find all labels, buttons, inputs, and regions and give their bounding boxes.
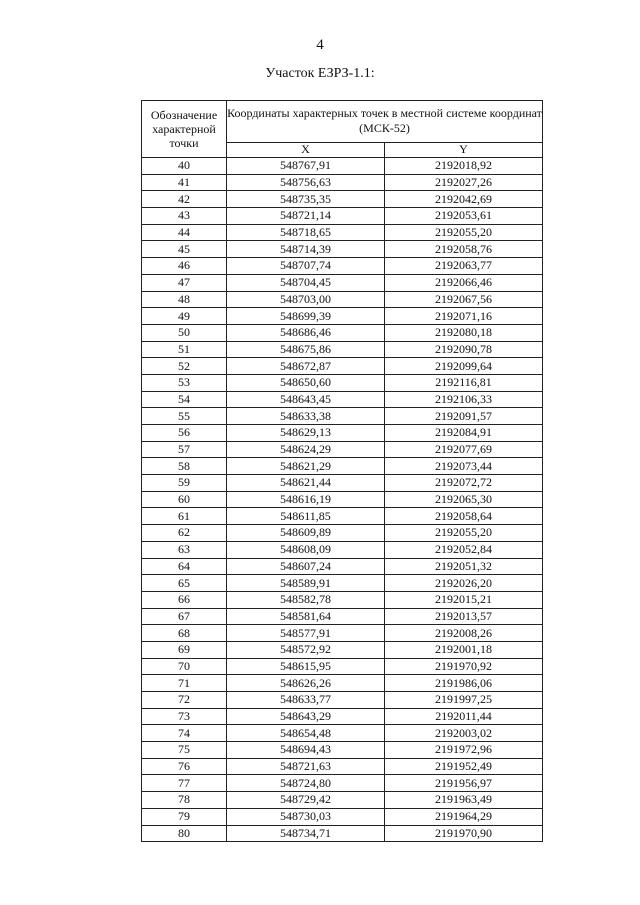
y-cell: 2192099,64	[385, 358, 543, 375]
x-cell: 548607,24	[227, 558, 385, 575]
table-row	[142, 224, 543, 241]
x-cell: 548734,71	[227, 825, 385, 842]
y-cell: 2192042,69	[385, 191, 543, 208]
point-cell: 51	[142, 341, 227, 358]
x-cell: 548721,63	[227, 758, 385, 775]
y-cell: 2192008,26	[385, 625, 543, 642]
table-row	[142, 708, 543, 725]
point-cell: 48	[142, 291, 227, 308]
header-point-designation: Обозначение характерной точки	[142, 101, 227, 158]
y-cell: 2192027,26	[385, 174, 543, 191]
y-cell: 2191952,49	[385, 758, 543, 775]
table-body	[142, 158, 543, 842]
point-cell: 54	[142, 391, 227, 408]
y-cell: 2191956,97	[385, 775, 543, 792]
y-cell: 2192091,57	[385, 408, 543, 425]
point-cell: 49	[142, 308, 227, 325]
table-row	[142, 508, 543, 525]
x-cell: 548577,91	[227, 625, 385, 642]
x-cell: 548633,38	[227, 408, 385, 425]
x-cell: 548703,00	[227, 291, 385, 308]
point-cell: 42	[142, 191, 227, 208]
page-number: 4	[316, 37, 324, 53]
point-cell: 62	[142, 525, 227, 542]
table-row	[142, 274, 543, 291]
y-cell: 2192116,81	[385, 374, 543, 391]
header-x: X	[227, 142, 385, 157]
table-row	[142, 608, 543, 625]
table-row	[142, 758, 543, 775]
table-row	[142, 391, 543, 408]
table-row	[142, 324, 543, 341]
point-cell: 43	[142, 208, 227, 225]
y-cell: 2192080,18	[385, 324, 543, 341]
x-cell: 548615,95	[227, 658, 385, 675]
y-cell: 2192013,57	[385, 608, 543, 625]
table-row	[142, 558, 543, 575]
point-cell: 46	[142, 258, 227, 275]
x-cell: 548707,74	[227, 258, 385, 275]
y-cell: 2192072,72	[385, 475, 543, 492]
x-cell: 548629,13	[227, 425, 385, 442]
y-cell: 2192058,64	[385, 508, 543, 525]
point-cell: 45	[142, 241, 227, 258]
point-cell: 57	[142, 441, 227, 458]
table-row	[142, 742, 543, 759]
x-cell: 548675,86	[227, 341, 385, 358]
point-cell: 79	[142, 808, 227, 825]
x-cell: 548582,78	[227, 591, 385, 608]
table-row	[142, 692, 543, 709]
point-cell: 50	[142, 324, 227, 341]
point-cell: 59	[142, 475, 227, 492]
point-cell: 56	[142, 425, 227, 442]
x-cell: 548621,44	[227, 475, 385, 492]
point-cell: 41	[142, 174, 227, 191]
table-row	[142, 658, 543, 675]
x-cell: 548581,64	[227, 608, 385, 625]
y-cell: 2191970,90	[385, 825, 543, 842]
y-cell: 2192066,46	[385, 274, 543, 291]
y-cell: 2192001,18	[385, 641, 543, 658]
table-row	[142, 341, 543, 358]
point-cell: 76	[142, 758, 227, 775]
table-row	[142, 241, 543, 258]
y-cell: 2192067,56	[385, 291, 543, 308]
y-cell: 2191997,25	[385, 692, 543, 709]
y-cell: 2192090,78	[385, 341, 543, 358]
y-cell: 2192077,69	[385, 441, 543, 458]
x-cell: 548714,39	[227, 241, 385, 258]
x-cell: 548621,29	[227, 458, 385, 475]
point-cell: 61	[142, 508, 227, 525]
x-cell: 548626,26	[227, 675, 385, 692]
table-row	[142, 358, 543, 375]
table-row	[142, 425, 543, 442]
table-row	[142, 591, 543, 608]
table-row	[142, 258, 543, 275]
x-cell: 548611,85	[227, 508, 385, 525]
x-cell: 548643,29	[227, 708, 385, 725]
point-cell: 77	[142, 775, 227, 792]
x-cell: 548721,14	[227, 208, 385, 225]
x-cell: 548624,29	[227, 441, 385, 458]
x-cell: 548654,48	[227, 725, 385, 742]
table-row	[142, 441, 543, 458]
table-row	[142, 808, 543, 825]
table-row	[142, 374, 543, 391]
point-cell: 80	[142, 825, 227, 842]
point-cell: 64	[142, 558, 227, 575]
table-row	[142, 458, 543, 475]
table-row	[142, 158, 543, 175]
point-cell: 69	[142, 641, 227, 658]
x-cell: 548694,43	[227, 742, 385, 759]
point-cell: 68	[142, 625, 227, 642]
x-cell: 548589,91	[227, 575, 385, 592]
x-cell: 548729,42	[227, 792, 385, 809]
y-cell: 2192106,33	[385, 391, 543, 408]
x-cell: 548572,92	[227, 641, 385, 658]
table-row	[142, 491, 543, 508]
x-cell: 548608,09	[227, 541, 385, 558]
x-cell: 548643,45	[227, 391, 385, 408]
point-cell: 71	[142, 675, 227, 692]
x-cell: 548730,03	[227, 808, 385, 825]
x-cell: 548686,46	[227, 324, 385, 341]
y-cell: 2191970,92	[385, 658, 543, 675]
x-cell: 548767,91	[227, 158, 385, 175]
table-row	[142, 625, 543, 642]
y-cell: 2192058,76	[385, 241, 543, 258]
point-cell: 67	[142, 608, 227, 625]
table-row	[142, 174, 543, 191]
y-cell: 2192055,20	[385, 224, 543, 241]
x-cell: 548616,19	[227, 491, 385, 508]
table-row	[142, 208, 543, 225]
table-row	[142, 792, 543, 809]
y-cell: 2192026,20	[385, 575, 543, 592]
point-cell: 55	[142, 408, 227, 425]
y-cell: 2192055,20	[385, 525, 543, 542]
header-y: Y	[385, 142, 543, 157]
point-cell: 70	[142, 658, 227, 675]
table-row	[142, 775, 543, 792]
y-cell: 2191964,29	[385, 808, 543, 825]
y-cell: 2191972,96	[385, 742, 543, 759]
point-cell: 78	[142, 792, 227, 809]
y-cell: 2192051,32	[385, 558, 543, 575]
x-cell: 548609,89	[227, 525, 385, 542]
y-cell: 2192063,77	[385, 258, 543, 275]
y-cell: 2192018,92	[385, 158, 543, 175]
table-row	[142, 291, 543, 308]
x-cell: 548756,63	[227, 174, 385, 191]
y-cell: 2192003,02	[385, 725, 543, 742]
section-title: Участок ЕЗРЗ-1.1:	[265, 66, 375, 81]
point-cell: 72	[142, 692, 227, 709]
point-cell: 65	[142, 575, 227, 592]
point-cell: 60	[142, 491, 227, 508]
y-cell: 2192084,91	[385, 425, 543, 442]
x-cell: 548699,39	[227, 308, 385, 325]
point-cell: 73	[142, 708, 227, 725]
table-row	[142, 641, 543, 658]
y-cell: 2192015,21	[385, 591, 543, 608]
y-cell: 2192052,84	[385, 541, 543, 558]
coordinates-table	[141, 100, 543, 842]
table-row	[142, 825, 543, 842]
point-cell: 52	[142, 358, 227, 375]
point-cell: 74	[142, 725, 227, 742]
table-row	[142, 475, 543, 492]
header-coordinate-system: Координаты характерных точек в местной системе координат (МСК-52)	[227, 101, 543, 143]
x-cell: 548735,35	[227, 191, 385, 208]
y-cell: 2191963,49	[385, 792, 543, 809]
table-row	[142, 191, 543, 208]
point-cell: 66	[142, 591, 227, 608]
point-cell: 40	[142, 158, 227, 175]
x-cell: 548704,45	[227, 274, 385, 291]
point-cell: 58	[142, 458, 227, 475]
y-cell: 2191986,06	[385, 675, 543, 692]
table-row	[142, 575, 543, 592]
point-cell: 53	[142, 374, 227, 391]
y-cell: 2192053,61	[385, 208, 543, 225]
table-row	[142, 525, 543, 542]
y-cell: 2192071,16	[385, 308, 543, 325]
x-cell: 548718,65	[227, 224, 385, 241]
y-cell: 2192065,30	[385, 491, 543, 508]
point-cell: 44	[142, 224, 227, 241]
x-cell: 548724,80	[227, 775, 385, 792]
table-row	[142, 308, 543, 325]
x-cell: 548672,87	[227, 358, 385, 375]
y-cell: 2192073,44	[385, 458, 543, 475]
y-cell: 2192011,44	[385, 708, 543, 725]
table-row	[142, 541, 543, 558]
point-cell: 47	[142, 274, 227, 291]
x-cell: 548633,77	[227, 692, 385, 709]
point-cell: 75	[142, 742, 227, 759]
point-cell: 63	[142, 541, 227, 558]
x-cell: 548650,60	[227, 374, 385, 391]
table-row	[142, 725, 543, 742]
table-row	[142, 408, 543, 425]
table-row	[142, 675, 543, 692]
